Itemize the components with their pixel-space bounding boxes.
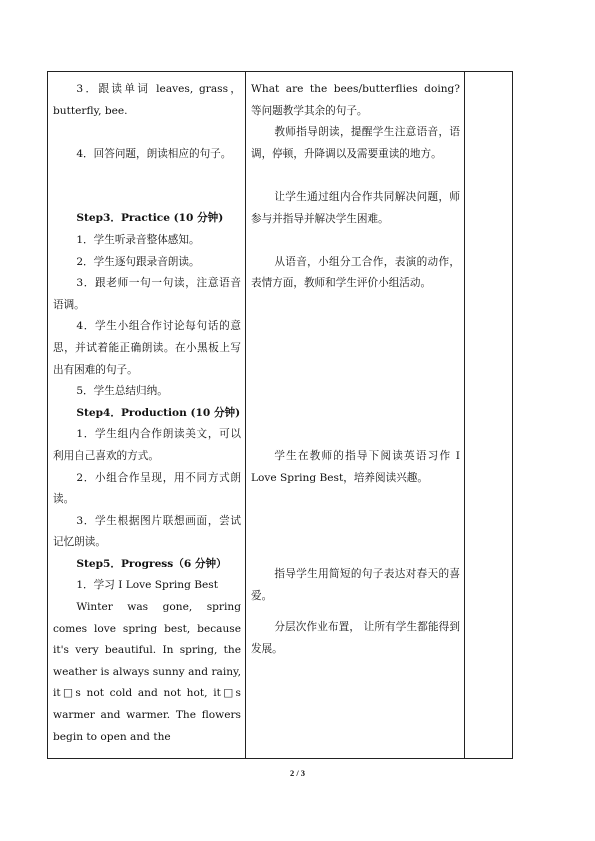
step-text: 2．小组合作呈现，用不同方式朗读。 (53, 471, 241, 506)
purpose-text: 学生在教师的指导下阅读英语习作 I Love Spring Best，培养阅读兴趣。 (251, 449, 460, 484)
notes-column (465, 72, 513, 759)
purpose-text: 教师指导朗读，提醒学生注意语音，语调，停顿，升降调以及需要重读的地方。 (251, 126, 460, 160)
step-text: 1．学生组内合作朗读美文，可以利用自己喜欢的方式。 (53, 428, 241, 462)
table-row (48, 72, 513, 759)
step-heading: Step3．Practice (10 分钟) (76, 212, 224, 225)
step-text: 5．学生总结归纳。 (76, 385, 168, 398)
step-text: 1．学习 I Love Spring Best (76, 579, 218, 592)
step-text: 4．回答问题，朗读相应的句子。 (76, 147, 232, 160)
purpose-text: 指导学生用简短的句子表达对春天的喜爱。 (251, 568, 460, 602)
step-text: 3．跟读单词 leaves, grass，butterfly, bee. (53, 83, 241, 117)
step-text: 3．跟老师一句一句读，注意语音语调。 (53, 277, 241, 311)
page-number: 2 / 3 (289, 768, 306, 778)
step-text: 4．学生小组合作讨论每句话的意思，并试着能正确朗读。在小黑板上写出有困难的句子。 (53, 320, 241, 376)
lesson-table (47, 71, 513, 759)
step-text: 2．学生逐句跟录音朗读。 (76, 255, 200, 268)
purpose-text: 分层次作业布置， 让所有学生都能得到发展。 (251, 621, 460, 655)
reading-passage: Winter was gone, spring comes love spring best, because it's very beautiful. In spring, the weather is always sunny and rainy, it□s not cold and not hot, it□s warmer and warmer. The flowers begin to open and the (53, 601, 241, 743)
step-text: 3．学生根据图片联想画面，尝试记忆朗读。 (53, 514, 241, 549)
purpose-column (246, 72, 465, 759)
step-heading: Step4．Production (10 分钟) (76, 406, 241, 419)
purpose-text: 让学生通过组内合作共同解决问题，师参与并指导并解决学生困难。 (251, 190, 460, 225)
step-text: 1．学生听录音整体感知。 (76, 233, 200, 246)
steps-column (48, 72, 246, 759)
purpose-text: 从语音，小组分工合作，表演的动作，表情方面，教师和学生评价小组活动。 (251, 255, 460, 290)
purpose-text: What are the bees/butterflies doing? 等问题教学其余的句子。 (251, 83, 460, 117)
step-heading: Step5．Progress（6 分钟） (76, 557, 227, 570)
